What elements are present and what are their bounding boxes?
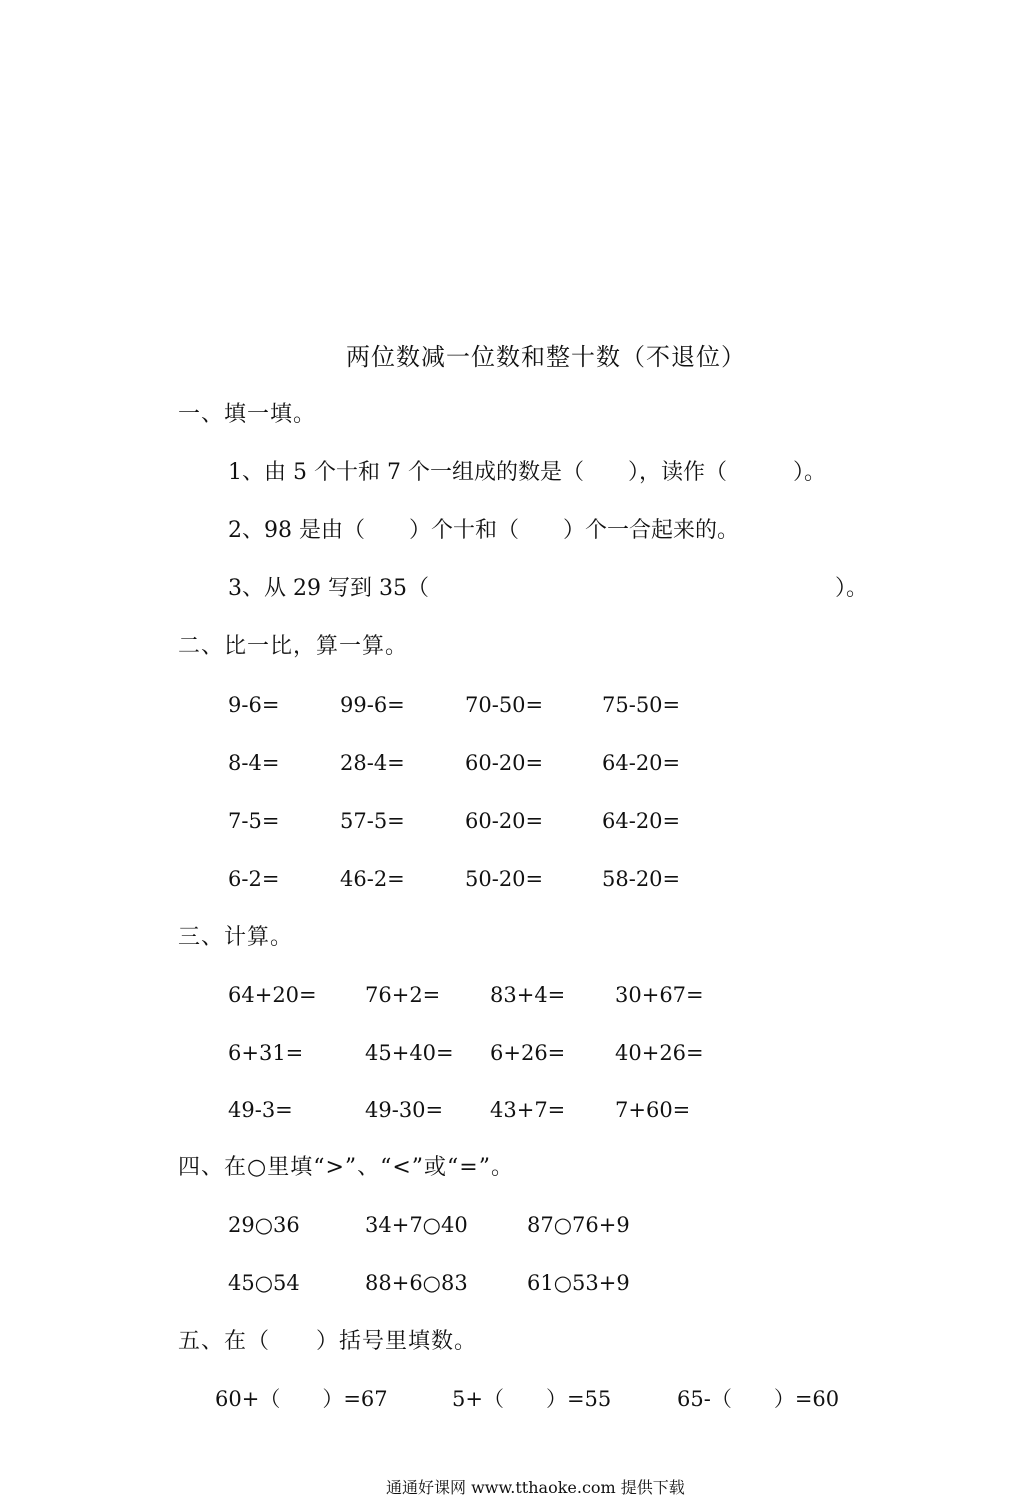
equation: 60-20= <box>465 809 544 833</box>
footer-credit: 通通好课网 www.tthaoke.com 提供下载 <box>386 1478 685 1497</box>
comparison-item: 34+7○40 <box>365 1213 468 1237</box>
fill-blank-item: 65-（ ）=60 <box>677 1387 840 1411</box>
fill-blank-item: 5+（ ）=55 <box>452 1387 612 1411</box>
equation: 64-20= <box>602 751 681 775</box>
section-1-heading: 一、填一填。 <box>178 402 317 427</box>
equation: 60-20= <box>465 751 544 775</box>
section-1-question-3-start: 3、从 29 写到 35（ <box>228 576 429 601</box>
equation: 6-2= <box>228 867 280 891</box>
equation: 6+31= <box>228 1041 304 1065</box>
equation: 30+67= <box>615 983 704 1007</box>
equation: 46-2= <box>340 867 405 891</box>
equation: 50-20= <box>465 867 544 891</box>
equation: 7+60= <box>615 1098 691 1122</box>
section-1-question-2: 2、98 是由（ ）个十和（ ）个一合起来的。 <box>228 518 739 543</box>
equation: 49-30= <box>365 1098 444 1122</box>
comparison-item: 45○54 <box>228 1271 300 1295</box>
equation: 83+4= <box>490 983 566 1007</box>
section-1-question-1: 1、由 5 个十和 7 个一组成的数是（ ），读作（ ）。 <box>228 460 826 485</box>
equation: 40+26= <box>615 1041 704 1065</box>
equation: 75-50= <box>602 693 681 717</box>
equation: 64+20= <box>228 983 317 1007</box>
equation: 58-20= <box>602 867 681 891</box>
section-2-heading: 二、比一比，算一算。 <box>178 634 409 659</box>
comparison-item: 61○53+9 <box>527 1271 630 1295</box>
section-5-heading: 五、在（ ）括号里填数。 <box>178 1329 478 1354</box>
section-1-question-3-end: ）。 <box>835 576 869 601</box>
equation: 99-6= <box>340 693 405 717</box>
equation: 57-5= <box>340 809 405 833</box>
equation: 70-50= <box>465 693 544 717</box>
equation: 6+26= <box>490 1041 566 1065</box>
equation: 8-4= <box>228 751 280 775</box>
equation: 45+40= <box>365 1041 454 1065</box>
equation: 64-20= <box>602 809 681 833</box>
fill-blank-item: 60+（ ）=67 <box>215 1387 388 1411</box>
equation: 76+2= <box>365 983 441 1007</box>
comparison-item: 29○36 <box>228 1213 300 1237</box>
equation: 9-6= <box>228 693 280 717</box>
equation: 7-5= <box>228 809 280 833</box>
equation: 49-3= <box>228 1098 293 1122</box>
equation: 43+7= <box>490 1098 566 1122</box>
section-3-heading: 三、计算。 <box>178 925 294 950</box>
page-title: 两位数减一位数和整十数（不退位） <box>346 343 746 371</box>
comparison-item: 88+6○83 <box>365 1271 468 1295</box>
section-4-heading: 四、在○里填“>”、“<”或“=”。 <box>178 1155 514 1180</box>
comparison-item: 87○76+9 <box>527 1213 630 1237</box>
equation: 28-4= <box>340 751 405 775</box>
